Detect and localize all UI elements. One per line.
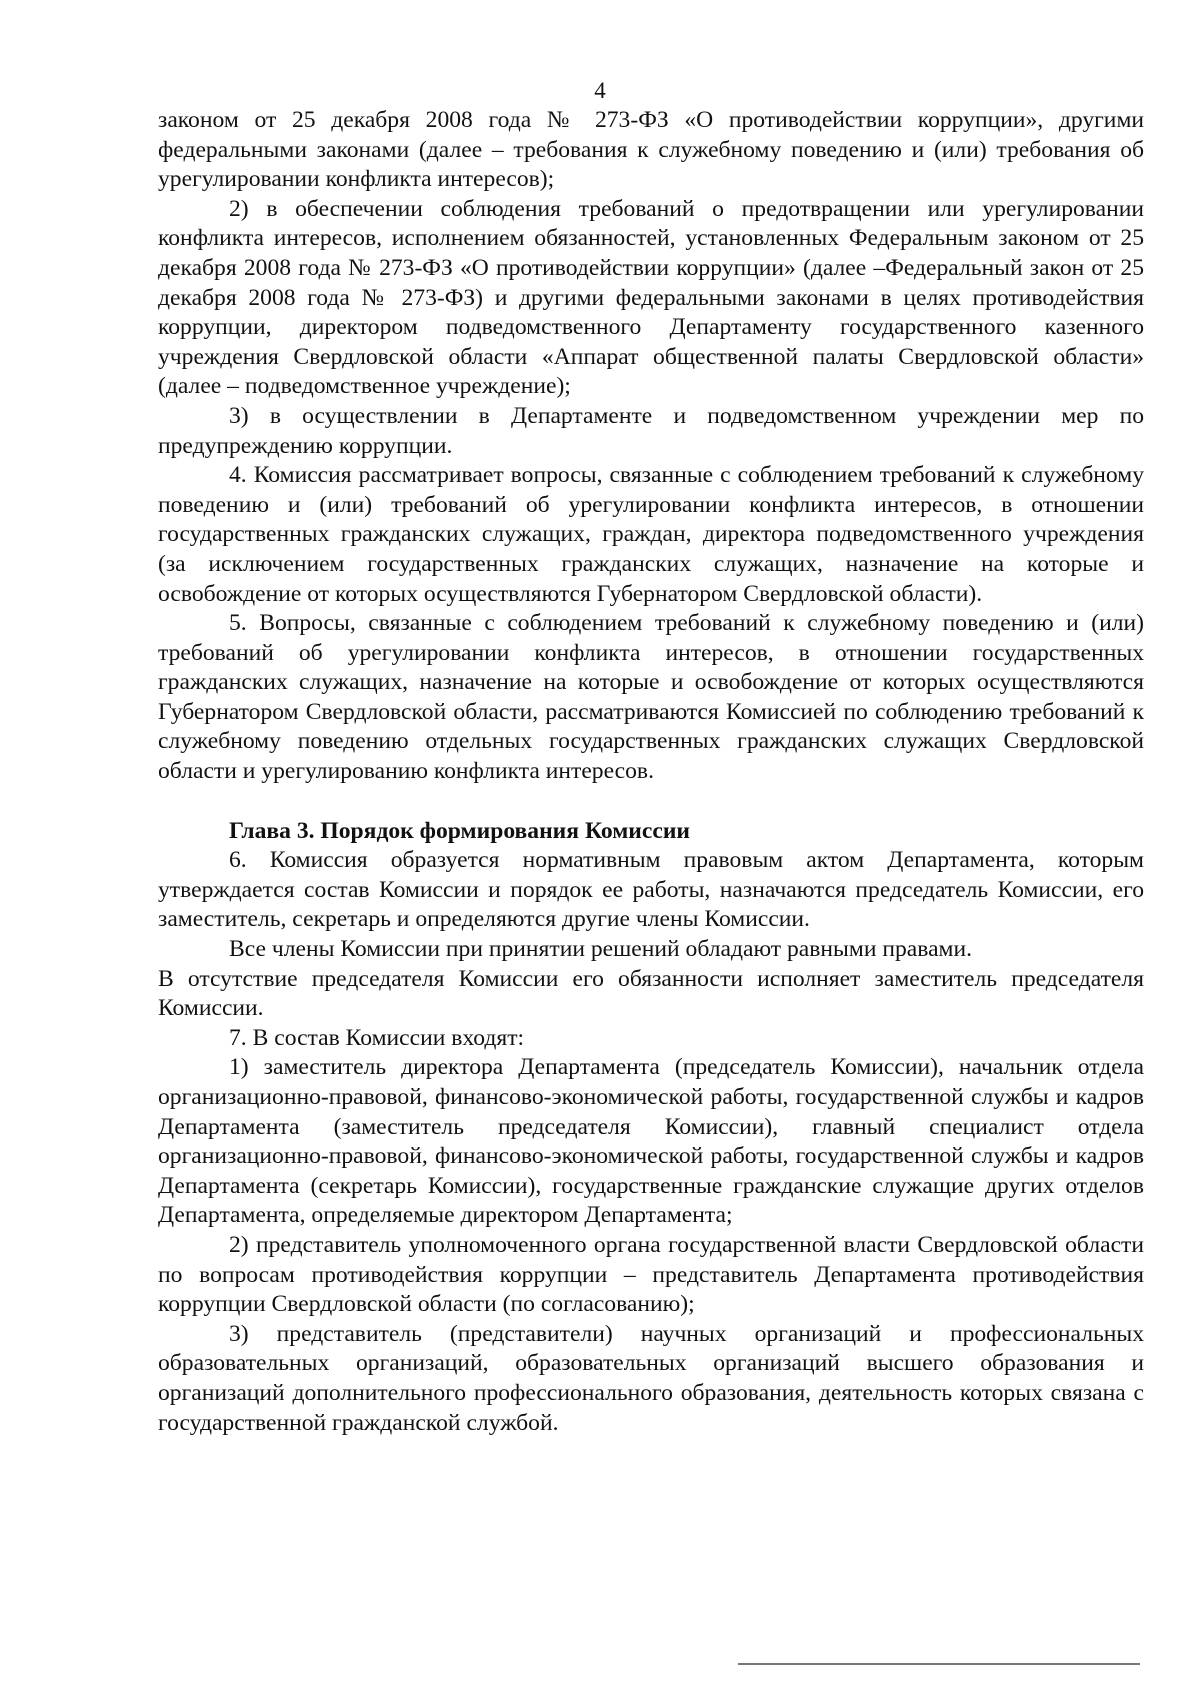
paragraph-clause-7: 7. В состав Комиссии входят:	[229, 1024, 525, 1051]
paragraph-clause-5: 5. Вопросы, связанные с соблюдением требований к служебному поведению и (или) требований об урегулировании конфликта интересов, в отношении государственных гражданских служащих, назначение на которые и освобождение от которых осуществляются Губернатором Свердловской области, рассматриваются Комиссией по соблюдению требований к служебному поведению отдельных государственных гражданских служащих Свердловской области и урегулированию конфликта интересов.	[158, 610, 1144, 785]
footer-divider	[738, 1663, 1140, 1665]
paragraph-clause-6: 6. Комиссия образуется нормативным правовым актом Департамента, которым утверждается состав Комиссии и порядок ее работы, назначаются председатель Комиссии, его заместитель, секретарь и определяются другие члены Комиссии.	[158, 847, 1144, 933]
paragraph-item-3: 3) в осуществлении в Департаменте и подведомственном учреждении мер по предупреждению коррупции.	[158, 402, 1144, 459]
paragraph-continuation: законом от 25 декабря 2008 года № 273-ФЗ «О противодействии коррупции», другими федеральными законами (далее – требования к служебному поведению и (или) требования об урегулировании конфликта интересов);	[158, 107, 1144, 193]
chapter-heading: Глава 3. Порядок формирования Комиссии	[229, 817, 691, 844]
paragraph-member-1: 1) заместитель директора Департамента (председатель Комиссии), начальник отдела организационно-правовой, финансово-экономической работы, государственной службы и кадров Департамента (заместитель председателя Комиссии), главный специалист отдела организационно-правовой, финансово-экономической работы, государственной службы и кадров Департамента (секретарь Комиссии), государственные гражданские служащие других отделов Департамента, определяемые директором Департамента;	[158, 1054, 1144, 1229]
document-body	[158, 106, 1144, 1438]
paragraph-clause-4: 4. Комиссия рассматривает вопросы, связанные с соблюдением требований к служебному поведению и (или) требований об урегулировании конфликта интересов, в отношении государственных гражданских служащих, граждан, директора подведомственного учреждения (за исключением государственных гражданских служащих, назначение на которые и освобождение от которых осуществляются Губернатором Свердловской области).	[158, 462, 1144, 607]
paragraph-member-2: 2) представитель уполномоченного органа государственной власти Свердловской области по вопросам противодействия коррупции – представитель Департамента противодействия коррупции Свердловской области (по согласованию);	[158, 1231, 1144, 1318]
page-number: 4	[594, 78, 606, 103]
paragraph-absence-chairman: В отсутствие председателя Комиссии его обязанности исполняет заместитель председателя Комиссии.	[158, 965, 1144, 1022]
paragraph-member-3: 3) представитель (представители) научных организаций и профессиональных образовательных организаций, образовательных организаций высшего образования и организаций дополнительного профессионального образования, деятельность которых связана с государственной гражданской службой.	[158, 1320, 1144, 1436]
paragraph-equal-rights: Все члены Комиссии при принятии решений обладают равными правами.	[229, 936, 972, 963]
paragraph-item-2: 2) в обеспечении соблюдения требований о предотвращении или урегулировании конфликта интересов, исполнением обязанностей, установленных Федеральным законом от 25 декабря 2008 года № 273-ФЗ «О противодействии коррупции» (далее –Федеральный закон от 25 декабря 2008 года № 273-ФЗ) и другими федеральными законами в целях противодействия коррупции, директором подведомственного Департаменту государственного казенного учреждения Свердловской области «Аппарат общественной палаты Свердловской области» (далее – подведомственное учреждение);	[158, 195, 1144, 400]
